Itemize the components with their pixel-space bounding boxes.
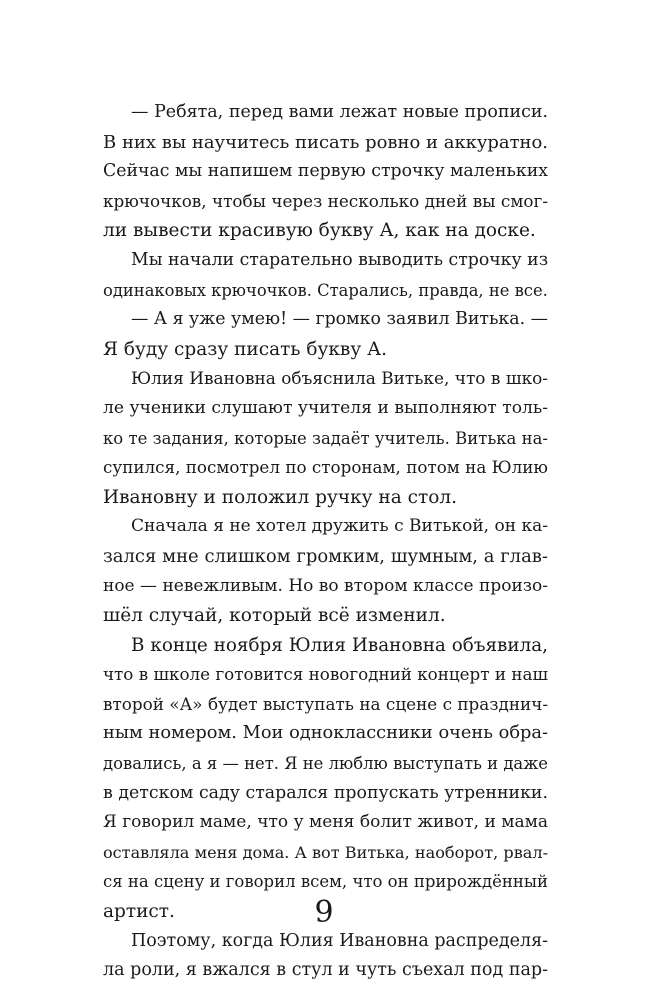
text-line: Юлия Ивановна объяснила Витьке, что в шко- xyxy=(131,368,548,389)
page-number: 9 xyxy=(314,895,334,930)
text-line: В конце ноября Юлия Ивановна объявила, xyxy=(131,634,548,656)
text-line: ли вывести красивую букву А, как на доске. xyxy=(103,220,536,242)
text-line: Я говорил маме, что у меня болит живот, и мама xyxy=(103,812,548,833)
text-line: Сейчас мы напишем первую строчку маленьких xyxy=(103,161,548,182)
text-line: крючочков, чтобы через несколько дней вы смог- xyxy=(103,190,548,211)
text-line: ся на сцену и говорил всем, что он прирождённый xyxy=(103,872,548,892)
text-line: ное — невежливым. Но во втором классе произо- xyxy=(103,575,548,596)
text-line: ко те задания, которые задаёт учитель. Витька на- xyxy=(103,428,548,448)
text-line: оставляла меня дома. А вот Витька, наоборот, рвал- xyxy=(103,842,548,862)
text-line: Сначала я не хотел дружить с Витькой, он ка- xyxy=(131,516,548,537)
text-line: шёл случай, который всё изменил. xyxy=(103,605,446,627)
text-line: — А я уже умею! — громко заявил Витька. — xyxy=(131,309,548,330)
text-line: зался мне слишком громким, шумным, а глав- xyxy=(103,545,548,567)
text-line: Мы начали старательно выводить строчку из xyxy=(131,249,548,270)
text-line: супился, посмотрел по сторонам, потом на Юлию xyxy=(103,457,548,478)
text-line: Поэтому, когда Юлия Ивановна распределя- xyxy=(131,930,548,951)
text-line: — Ребята, перед вами лежат новые прописи. xyxy=(131,102,548,122)
page-body xyxy=(103,98,548,986)
text-line: Я буду сразу писать букву А. xyxy=(103,338,387,360)
text-line: артист. xyxy=(103,901,175,923)
text-line: В них вы научитесь писать ровно и аккуратно. xyxy=(103,131,548,153)
text-line: в детском саду старался пропускать утренники. xyxy=(103,782,548,803)
text-line: довались, а я — нет. Я не люблю выступать и даже xyxy=(103,754,548,774)
text-line: что в школе готовится новогодний концерт и наш xyxy=(103,664,548,685)
text-line: Ивановну и положил ручку на стол. xyxy=(103,486,458,508)
text-line: ла роли, я вжался в стул и чуть съехал под пар- xyxy=(103,960,548,981)
text-line: ным номером. Мои одноклассники очень обра- xyxy=(103,723,548,744)
text-line: второй «А» будет выступать на сцене с празднич- xyxy=(103,693,548,714)
text-line: ле ученики слушают учителя и выполняют толь- xyxy=(103,397,548,418)
text-line: одинаковых крючочков. Старались, правда, не все. xyxy=(103,280,548,300)
